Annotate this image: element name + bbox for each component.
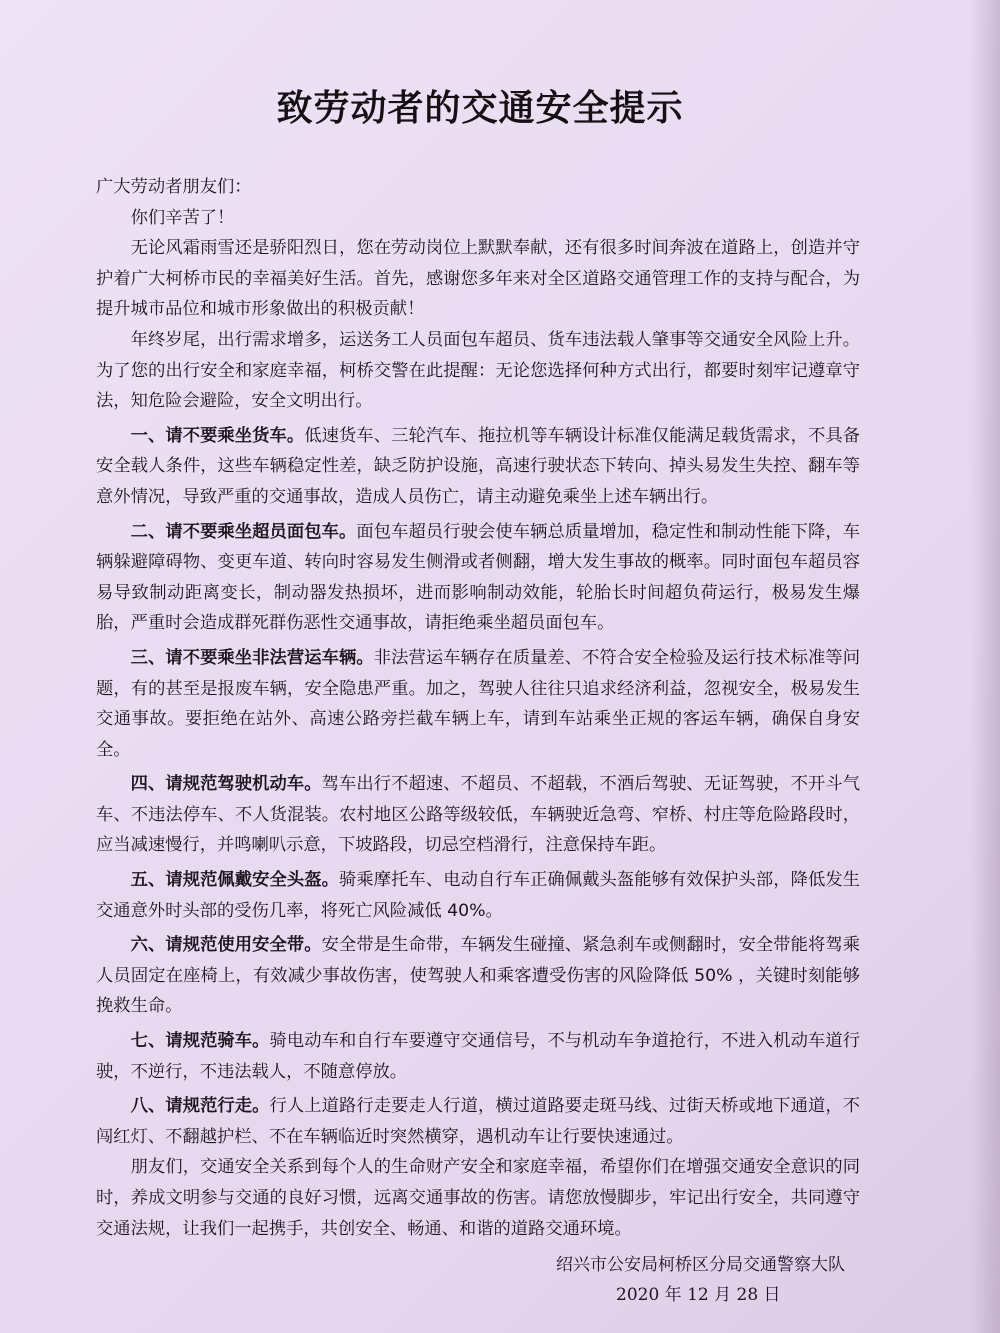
paper-edge-shadow bbox=[970, 0, 1000, 1333]
item-5 bbox=[96, 865, 860, 926]
item-8-text: 行人上道路行走要走人行道，横过道路要走斑马线、过街天桥或地下通道，不闯红灯、不翻越护栏、不在车辆临近时突然横穿，遇机动车让行要快速通过。 bbox=[96, 1096, 860, 1147]
item-6 bbox=[96, 930, 860, 1022]
item-2 bbox=[96, 517, 860, 639]
letter-body bbox=[96, 172, 860, 1244]
item-8 bbox=[96, 1091, 860, 1152]
item-7 bbox=[96, 1026, 860, 1087]
closing-paragraph: 朋友们，交通安全关系到每个人的生命财产安全和家庭幸福，希望你们在增强交通安全意识的同时，养成文明参与交通的良好习惯，远离交通事故的伤害。请您放慢脚步，牢记出行安全，共同遵守交通法规，让我们一起携手，共创安全、畅通、和谐的道路交通环境。 bbox=[96, 1157, 860, 1239]
item-7-heading: 七、请规范骑车。 bbox=[130, 1031, 270, 1052]
item-8-heading: 八、请规范行走。 bbox=[130, 1096, 270, 1117]
item-3-heading: 三、请不要乘坐非法营运车辆。 bbox=[130, 647, 374, 668]
letter-date: 2020 年 12 月 28 日 bbox=[616, 1285, 781, 1305]
greeting: 你们辛苦了！ bbox=[130, 207, 235, 228]
item-2-heading: 二、请不要乘坐超员面包车。 bbox=[130, 521, 357, 542]
item-4 bbox=[96, 769, 860, 861]
item-2-text: 面包车超员行驶会使车辆总质量增加，稳定性和制动性能下降，车辆躲避障碍物、变更车道、转向时容易发生侧滑或者侧翻，增大发生事故的概率。同时面包车超员容易导致制动距离变长，制动器发热损坏，进而影响制动效能，轮胎长时间超负荷运行，极易发生爆胎，严重时会造成群死群伤恶性交通事故，请拒绝乘坐超员面包车。 bbox=[96, 521, 860, 634]
letter-title: 致劳动者的交通安全提示 bbox=[276, 88, 684, 129]
item-5-heading: 五、请规范佩戴安全头盔。 bbox=[130, 870, 340, 891]
item-6-heading: 六、请规范使用安全带。 bbox=[130, 935, 322, 956]
item-1 bbox=[96, 421, 860, 513]
item-7-text: 骑电动车和自行车要遵守交通信号，不与机动车争道抢行，不进入机动车道行驶，不逆行，不违法载人，不随意停放。 bbox=[96, 1031, 860, 1082]
item-1-heading: 一、请不要乘坐货车。 bbox=[130, 425, 305, 446]
signature: 绍兴市公安局柯桥区分局交通警察大队 bbox=[556, 1255, 845, 1275]
item-6-text: 安全带是生命带，车辆发生碰撞、紧急刹车或侧翻时，安全带能将驾乘人员固定在座椅上，有效减少事故伤害，使驾驶人和乘客遭受伤害的风险降低 50% ，关键时刻能够挽救生命。 bbox=[96, 935, 860, 1017]
item-5-text: 骑乘摩托车、电动自行车正确佩戴头盔能够有效保护头部，降低发生交通意外时头部的受伤几率，将死亡风险减低 40%。 bbox=[96, 870, 860, 921]
item-1-text: 低速货车、三轮汽车、拖拉机等车辆设计标准仅能满足载货需求，不具备安全载人条件，这些车辆稳定性差，缺乏防护设施，高速行驶状态下转向、掉头易发生失控、翻车等意外情况，导致严重的交通事故，造成人员伤亡，请主动避免乘坐上述车辆出行。 bbox=[96, 425, 860, 507]
salutation: 广大劳动者朋友们： bbox=[96, 177, 252, 197]
item-4-text: 驾车出行不超速、不超员、不超载，不酒后驾驶、无证驾驶，不开斗气车、不违法停车、不人货混装。农村地区公路等级较低，车辆驶近急弯、窄桥、村庄等危险路段时，应当减速慢行，并鸣喇叭示意，下坡路段，切忌空档滑行，注意保持车距。 bbox=[96, 774, 860, 856]
item-3 bbox=[96, 643, 860, 765]
item-3-text: 非法营运车辆存在质量差、不符合安全检验及运行技术标准等问题，有的甚至是报废车辆，安全隐患严重。加之，驾驶人往往只追求经济利益，忽视安全，极易发生交通事故。要拒绝在站外、高速公路旁拦截车辆上车，请到车站乘坐正规的客运车辆，确保自身安全。 bbox=[96, 647, 860, 760]
item-4-heading: 四、请规范驾驶机动车。 bbox=[130, 774, 322, 795]
intro-paragraph-1: 无论风霜雨雪还是骄阳烈日，您在劳动岗位上默默奉献，还有很多时间奔波在道路上，创造并守护着广大柯桥市民的幸福美好生活。首先，感谢您多年来对全区道路交通管理工作的支持与配合，为提升城市品位和城市形象做出的积极贡献！ bbox=[96, 238, 860, 320]
intro-paragraph-2: 年终岁尾，出行需求增多，运送务工人员面包车超员、货车违法载人肇事等交通安全风险上升。为了您的出行安全和家庭幸福，柯桥交警在此提醒：无论您选择何种方式出行，都要时刻牢记遵章守法，知危险会避险，安全文明出行。 bbox=[96, 329, 860, 412]
